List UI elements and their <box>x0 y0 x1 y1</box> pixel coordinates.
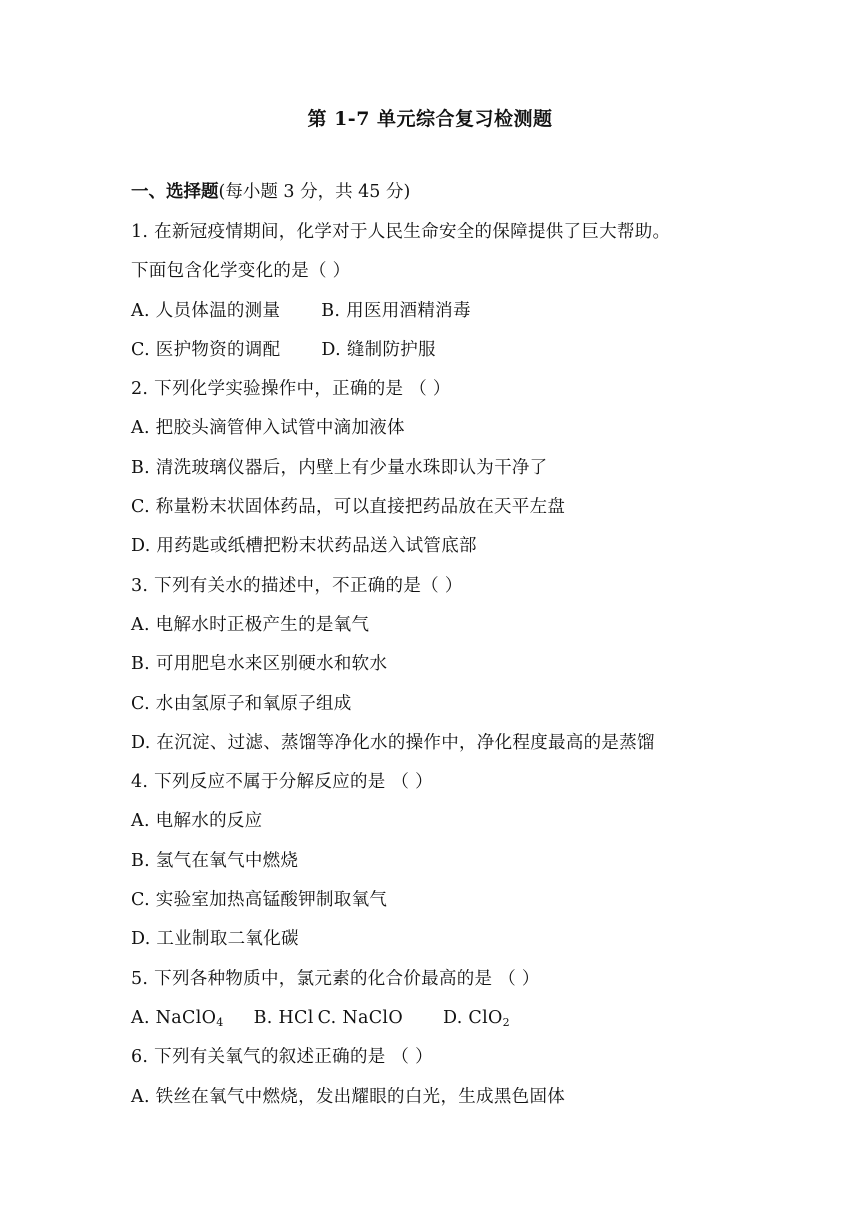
question-1-option-c: C. 医护物资的调配 <box>131 339 281 360</box>
question-3-stem: 3. 下列有关水的描述中，不正确的是（ ） <box>131 575 463 596</box>
page-title: 第 1-7 单元综合复习检测题 <box>307 108 553 130</box>
question-5-option-a-text: A. NaClO <box>131 1007 217 1028</box>
section-heading <box>131 178 410 203</box>
question-list <box>131 218 791 1122</box>
question-5-option-d-text: D. ClO <box>442 1007 503 1028</box>
question-5-option-a <box>131 1008 224 1028</box>
question-2-option-c: C. 称量粉末状固体药品，可以直接把药品放在天平左盘 <box>131 497 566 518</box>
question-2-option-a: A. 把胶头滴管伸入试管中滴加液体 <box>131 418 405 439</box>
question-5-option-d-subscript: 2 <box>502 1015 510 1029</box>
question-5-option-d <box>443 1008 510 1028</box>
section-note: (每小题 3 分，共 45 分) <box>218 182 411 202</box>
question-3-option-b: B. 可用肥皂水来区别硬水和软水 <box>131 654 388 675</box>
question-6-option-a: A. 铁丝在氧气中燃烧，发出耀眼的白光，生成黑色固体 <box>131 1086 566 1107</box>
question-5-option-a-subscript: 4 <box>216 1015 224 1029</box>
question-1-options-row1 <box>131 297 791 336</box>
question-4-option-a: A. 电解水的反应 <box>131 811 263 832</box>
question-3-option-a: A. 电解水时正极产生的是氧气 <box>131 614 370 635</box>
question-2-stem: 2. 下列化学实验操作中，正确的是 （ ） <box>131 379 451 400</box>
question-4-option-d: D. 工业制取二氧化碳 <box>131 929 299 950</box>
question-1-option-b: B. 用医用酒精消毒 <box>321 300 471 321</box>
question-4-option-c: C. 实验室加热高锰酸钾制取氧气 <box>131 890 388 911</box>
question-2-option-d: D. 用药匙或纸槽把粉末状药品送入试管底部 <box>131 536 477 557</box>
question-3-option-c: C. 水由氢原子和氧原子组成 <box>131 693 352 714</box>
question-1-stem-line1: 1. 在新冠疫情期间，化学对于人民生命安全的保障提供了巨大帮助。 <box>131 222 671 242</box>
question-1-stem-line2: 下面包含化学变化的是（ ） <box>131 261 351 282</box>
question-5-stem: 5. 下列各种物质中，氯元素的化合价最高的是 （ ） <box>131 968 540 989</box>
question-6-stem: 6. 下列有关氧气的叙述正确的是 （ ） <box>131 1047 433 1068</box>
question-5-option-c: C. NaClO <box>317 1007 403 1028</box>
question-2-option-b: B. 清洗玻璃仪器后，内壁上有少量水珠即认为干净了 <box>131 457 548 478</box>
question-4-stem: 4. 下列反应不属于分解反应的是 （ ） <box>131 772 433 793</box>
question-4-option-b: B. 氢气在氧气中燃烧 <box>131 850 299 871</box>
question-5-option-b: B. HCl <box>253 1007 314 1028</box>
question-3-option-d: D. 在沉淀、过滤、蒸馏等净化水的操作中，净化程度最高的是蒸馏 <box>131 732 655 753</box>
question-1-option-a: A. 人员体温的测量 <box>131 300 281 321</box>
question-1-option-d: D. 缝制防护服 <box>321 339 436 360</box>
section-name: 一、选择题 <box>131 182 219 202</box>
question-1-options-row2 <box>131 336 791 375</box>
question-5-options-row <box>131 1004 791 1043</box>
